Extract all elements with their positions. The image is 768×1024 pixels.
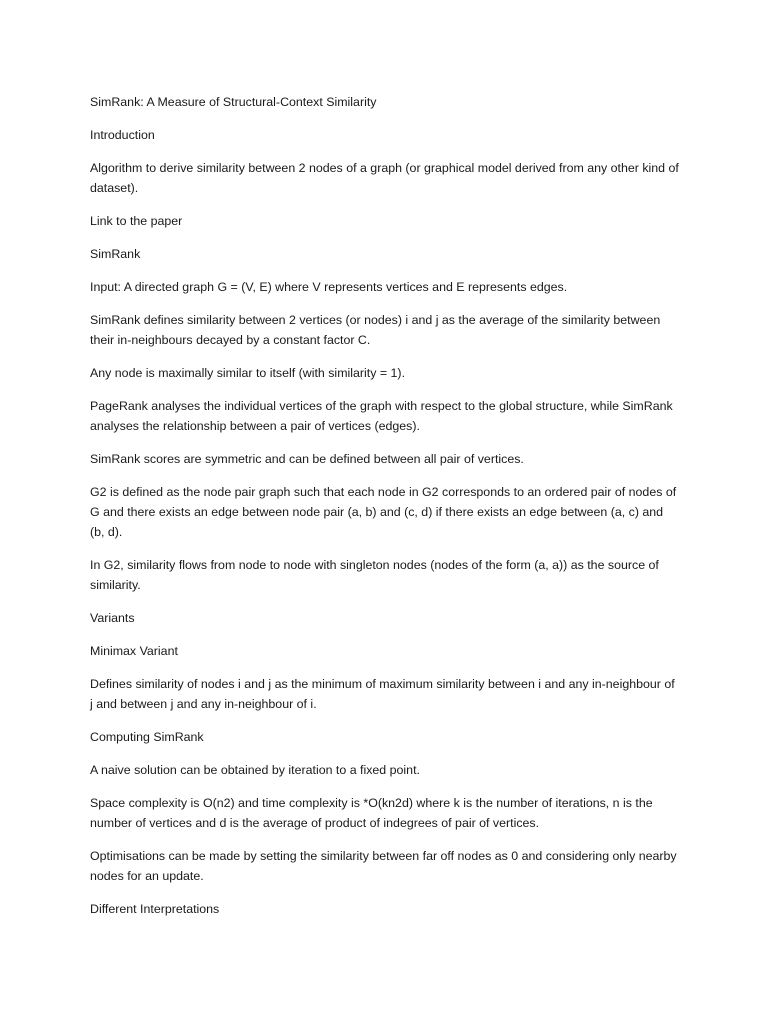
document-title: SimRank: A Measure of Structural-Context Similarity — [90, 95, 377, 109]
paragraph: SimRank scores are symmetric and can be defined between all pair of vertices. — [90, 452, 524, 466]
document-body — [90, 92, 680, 932]
section-heading-minimax-variant: Minimax Variant — [90, 644, 178, 658]
paragraph: SimRank defines similarity between 2 vertices (or nodes) i and j as the average of the similarity between their in-neighbours decayed by a constant factor C. — [90, 313, 661, 347]
paper-link[interactable]: Link to the paper — [90, 214, 183, 228]
section-heading-variants: Variants — [90, 611, 135, 625]
paragraph: Defines similarity of nodes i and j as the minimum of maximum similarity between i and any in-neighbour of j and between j and any in-neighbour of i. — [90, 677, 675, 711]
paragraph: Any node is maximally similar to itself (with similarity = 1). — [90, 366, 406, 380]
section-heading-different-interpretations: Different Interpretations — [90, 902, 220, 916]
paragraph: Algorithm to derive similarity between 2 nodes of a graph (or graphical model derived from any other kind of dataset). — [90, 161, 679, 195]
paragraph: In G2, similarity flows from node to node with singleton nodes (nodes of the form (a, a)) as the source of similarity. — [90, 558, 659, 592]
paragraph: G2 is defined as the node pair graph such that each node in G2 corresponds to an ordered pair of nodes of G and there exists an edge between node pair (a, b) and (c, d) if there exists an edge between (a, c) and (b, d). — [90, 485, 677, 539]
paragraph: A naive solution can be obtained by iteration to a fixed point. — [90, 763, 420, 777]
paragraph: Optimisations can be made by setting the similarity between far off nodes as 0 and considering only nearby nodes for an update. — [90, 849, 677, 883]
paragraph: PageRank analyses the individual vertices of the graph with respect to the global structure, while SimRank analyses the relationship between a pair of vertices (edges). — [90, 399, 673, 433]
section-heading-introduction: Introduction — [90, 128, 155, 142]
section-heading-computing-simrank: Computing SimRank — [90, 730, 204, 744]
paragraph: Space complexity is O(n2) and time complexity is *O(kn2d) where k is the number of iterations, n is the number of vertices and d is the average of product of indegrees of pair of vertices. — [90, 796, 653, 830]
paragraph: Input: A directed graph G = (V, E) where V represents vertices and E represents edges. — [90, 280, 568, 294]
section-heading-simrank: SimRank — [90, 247, 141, 261]
